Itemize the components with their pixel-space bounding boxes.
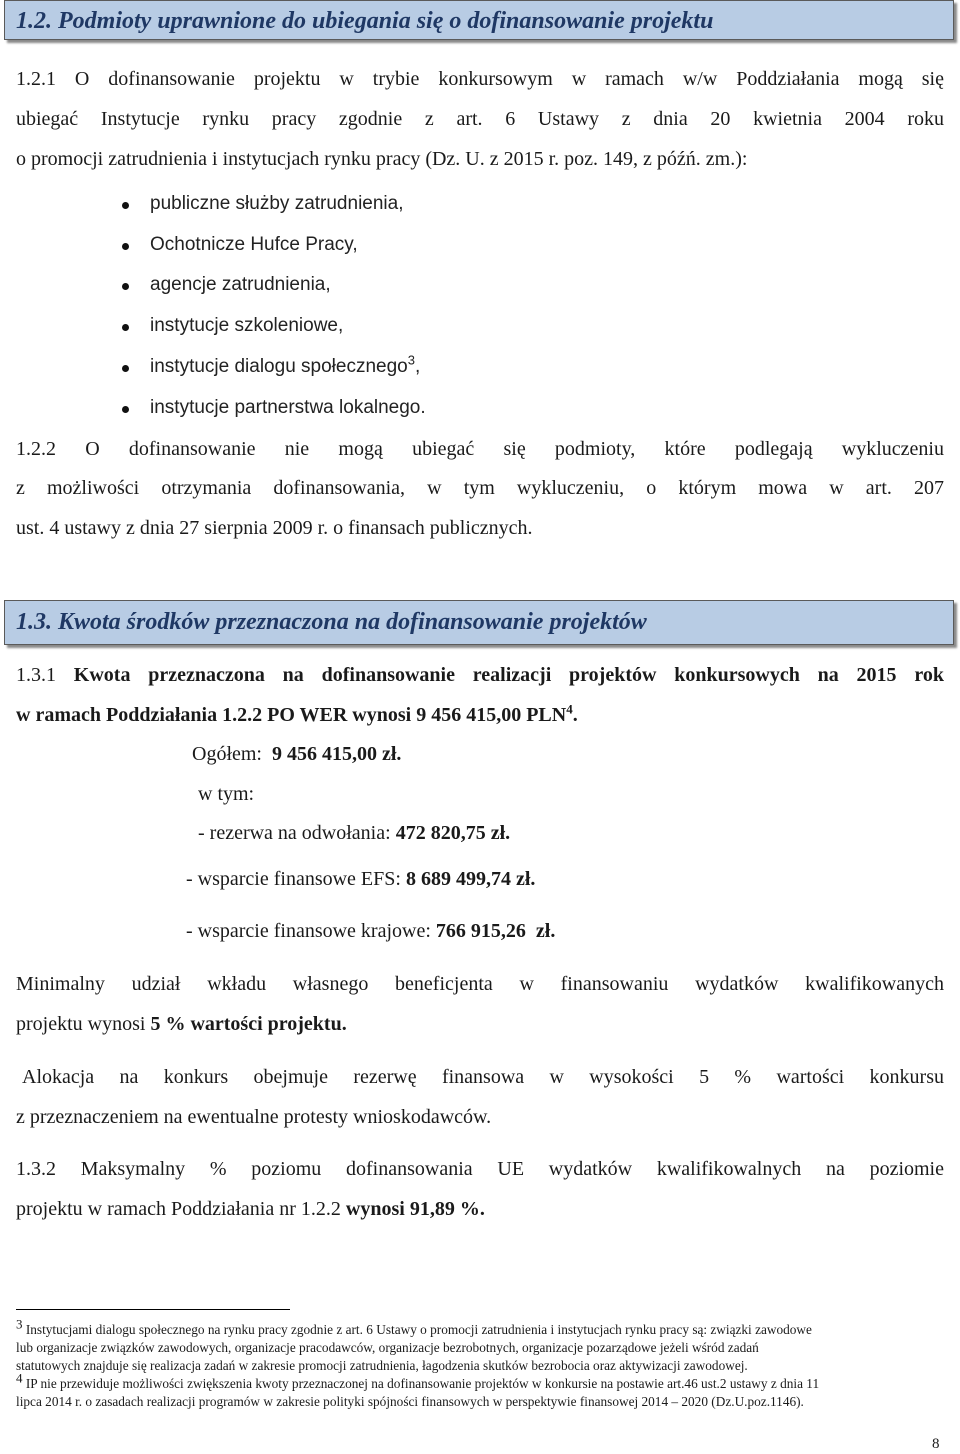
reserve-amount: - rezerwa na odwołania: 472 820,75 zł. [198,822,511,844]
national-amount: - wsparcie finansowe krajowe: 766 915,26 zł. [186,920,556,942]
min-contribution-line-2: projektu wynosi 5 % wartości projektu. [16,1013,347,1035]
footnote-3-line-3: statutowych znajduje się realizacja zadań w zakresie promocji zatrudnienia, łagodzenia skutków bezrobocia oraz aktywizacji zawodowej. [16,1358,748,1373]
page-number: 8 [932,1436,940,1452]
paragraph-1-2-1-line-3: o promocji zatrudnienia i instytucjach rynku pracy (Dz. U. z 2015 r. poz. 149, z późń. zm.): [16,148,748,170]
efs-amount: - wsparcie finansowe EFS: 8 689 499,74 zł. [186,868,536,890]
paragraph-1-2-2-line-2: z możliwości otrzymania dofinansowania, w tym wykluczeniu, o którym mowa w art. 207 [16,477,944,499]
paragraph-1-2-1-line-2: ubiegać Instytucje rynku pracy zgodnie z art. 6 Ustawy z dnia 20 kwietnia 2004 roku [16,108,944,130]
paragraph-1-3-2-line-1: 1.3.2 Maksymalny % poziomu dofinansowania UE wydatków kwalifikowalnych na poziomie [16,1158,944,1180]
bullet-dot-icon [122,283,129,290]
bullet-dot-icon [122,406,129,413]
section-heading-1-3: 1.3. Kwota środków przeznaczona na dofinansowanie projektów [4,600,954,645]
footnote-4-line-1: $^4$ IP nie przewiduje możliwości zwiększenia kwoty przeznaczonej na dofinansowanie projektów w konkursie na postawie art.46 ust.2 ustawy z dnia 11 [16,1370,820,1391]
allocation-line-1: Alokacja na konkurs obejmuje rezerwę finansowa w wysokości 5 % wartości konkursu [22,1066,944,1088]
footnote-4-line-2: lipca 2014 r. o zasadach realizacji programów w zakresie polityki spójności finansowych w perspektywie finansowej 2014 – 2020 (Dz.U.poz.1146). [16,1394,804,1409]
section-heading-1-2: 1.2. Podmioty uprawnione do ubiegania się o dofinansowanie projektu [4,0,954,40]
footnote-ref-4: 4 [566,701,573,717]
bullet-dot-icon [122,365,129,372]
paragraph-1-2-1-line-1: 1.2.1 O dofinansowanie projektu w trybie konkursowym w ramach w/w Poddziałania mogą się [16,68,944,90]
allocation-line-2: z przeznaczeniem na ewentualne protesty wnioskodawców. [16,1106,492,1128]
paragraph-1-2-2-line-1: 1.2.2 O dofinansowanie nie mogą ubiegać się podmioty, które podlegają wykluczeniu [16,438,944,460]
paragraph-1-3-2-line-2: projektu w ramach Poddziałania nr 1.2.2 wynosi 91,89 %. [16,1198,485,1220]
footnote-ref-3: 3 [407,352,415,368]
bullet-dot-icon [122,202,129,209]
bullet-dot-icon [122,243,129,250]
footnote-3-line-1: $^3$ Instytucjami dialogu społecznego na rynku pracy zgodnie z art. 6 Ustawy o promocji zatrudnienia i instytucjach rynku pracy są: związki zawodowe [16,1316,812,1337]
bullet-dot-icon [122,324,129,331]
paragraph-1-3-1-line-2: w ramach Poddziałania 1.2.2 PO WER wynosi 9 456 415,00 PLN$^4$. [16,701,578,726]
w-tym-label: w tym: [198,783,255,805]
total-amount: Ogółem: 9 456 415,00 zł. [192,743,402,765]
min-contribution-line-1: Minimalny udział wkładu własnego beneficjenta w finansowaniu wydatków kwalifikowanych [16,973,944,995]
paragraph-1-2-2-line-3: ust. 4 ustawy z dnia 27 sierpnia 2009 r. o finansach publicznych. [16,517,533,539]
footnote-separator [16,1309,290,1310]
paragraph-1-3-1-line-1: 1.3.1 Kwota przeznaczona na dofinansowanie realizacji projektów konkursowych na 2015 rok [16,664,944,686]
footnote-3-line-2: lub organizacje związków zawodowych, organizacje pracodawców, organizacje bezrobotnych, organizacje pozarządowe jeżeli wśród zadań [16,1340,759,1355]
